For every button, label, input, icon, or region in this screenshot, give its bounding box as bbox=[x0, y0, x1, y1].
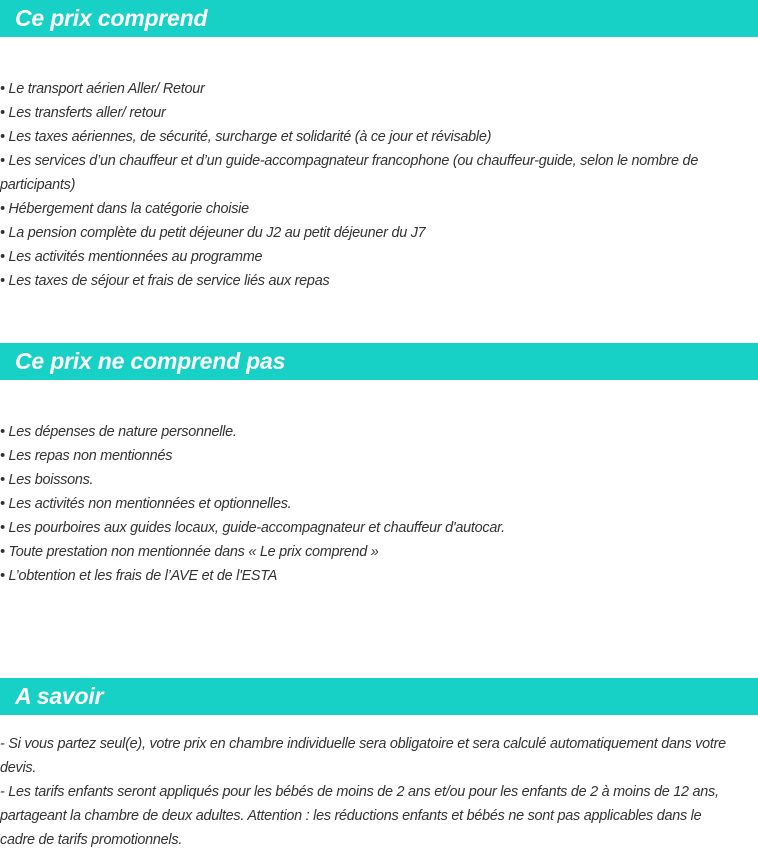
list-item: - Les tarifs enfants seront appliqués pour les bébés de moins de 2 ans et/ou pour les enfants de 2 à moins de 12 ans, partageant la chambre de deux adultes. Attention : les réductions enfants et bébés ne sont pas applicables dans le cadre de tarifs promotionnels. bbox=[0, 784, 719, 848]
list-item: • Le transport aérien Aller/ Retour bbox=[0, 81, 205, 97]
section-header-ce-prix-ne-comprend-pas bbox=[0, 343, 758, 380]
list-item: • Les repas non mentionnés bbox=[0, 448, 173, 464]
list-item: • La pension complète du petit déjeuner du J2 au petit déjeuner du J7 bbox=[0, 225, 426, 241]
list-item: • Les activités non mentionnées et optionnelles. bbox=[0, 496, 292, 512]
list-item: • Les transferts aller/ retour bbox=[0, 105, 166, 121]
list-item: - Si vous partez seul(e), votre prix en chambre individuelle sera obligatoire et sera calculé automatiquement dans votre devis. bbox=[0, 736, 726, 776]
section-title: Ce prix ne comprend pas bbox=[15, 348, 286, 374]
list-item: • Les activités mentionnées au programme bbox=[0, 249, 263, 265]
list-item: • Les boissons. bbox=[0, 472, 94, 488]
section-header-a-savoir bbox=[0, 678, 758, 715]
list-item: • Hébergement dans la catégorie choisie bbox=[0, 201, 249, 217]
list-item: • Les services d’un chauffeur et d’un guide-accompagnateur francophone (ou chauffeur-guide, selon le nombre de participants) bbox=[0, 153, 699, 193]
list-item: • Toute prestation non mentionnée dans « Le prix comprend » bbox=[0, 544, 379, 560]
list-item: • Les dépenses de nature personnelle. bbox=[0, 424, 237, 440]
included-list bbox=[0, 77, 758, 293]
list-item: • Les pourboires aux guides locaux, guide-accompagnateur et chauffeur d'autocar. bbox=[0, 520, 505, 536]
excluded-list bbox=[0, 420, 758, 588]
info-list bbox=[0, 732, 758, 852]
list-item: • L’obtention et les frais de l’AVE et de l'ESTA bbox=[0, 568, 278, 584]
list-item: • Les taxes aériennes, de sécurité, surcharge et solidarité (à ce jour et révisable) bbox=[0, 129, 492, 145]
section-header-ce-prix-comprend bbox=[0, 0, 758, 37]
section-title: Ce prix comprend bbox=[15, 5, 208, 31]
list-item: • Les taxes de séjour et frais de service liés aux repas bbox=[0, 273, 330, 289]
section-title: A savoir bbox=[15, 683, 104, 709]
